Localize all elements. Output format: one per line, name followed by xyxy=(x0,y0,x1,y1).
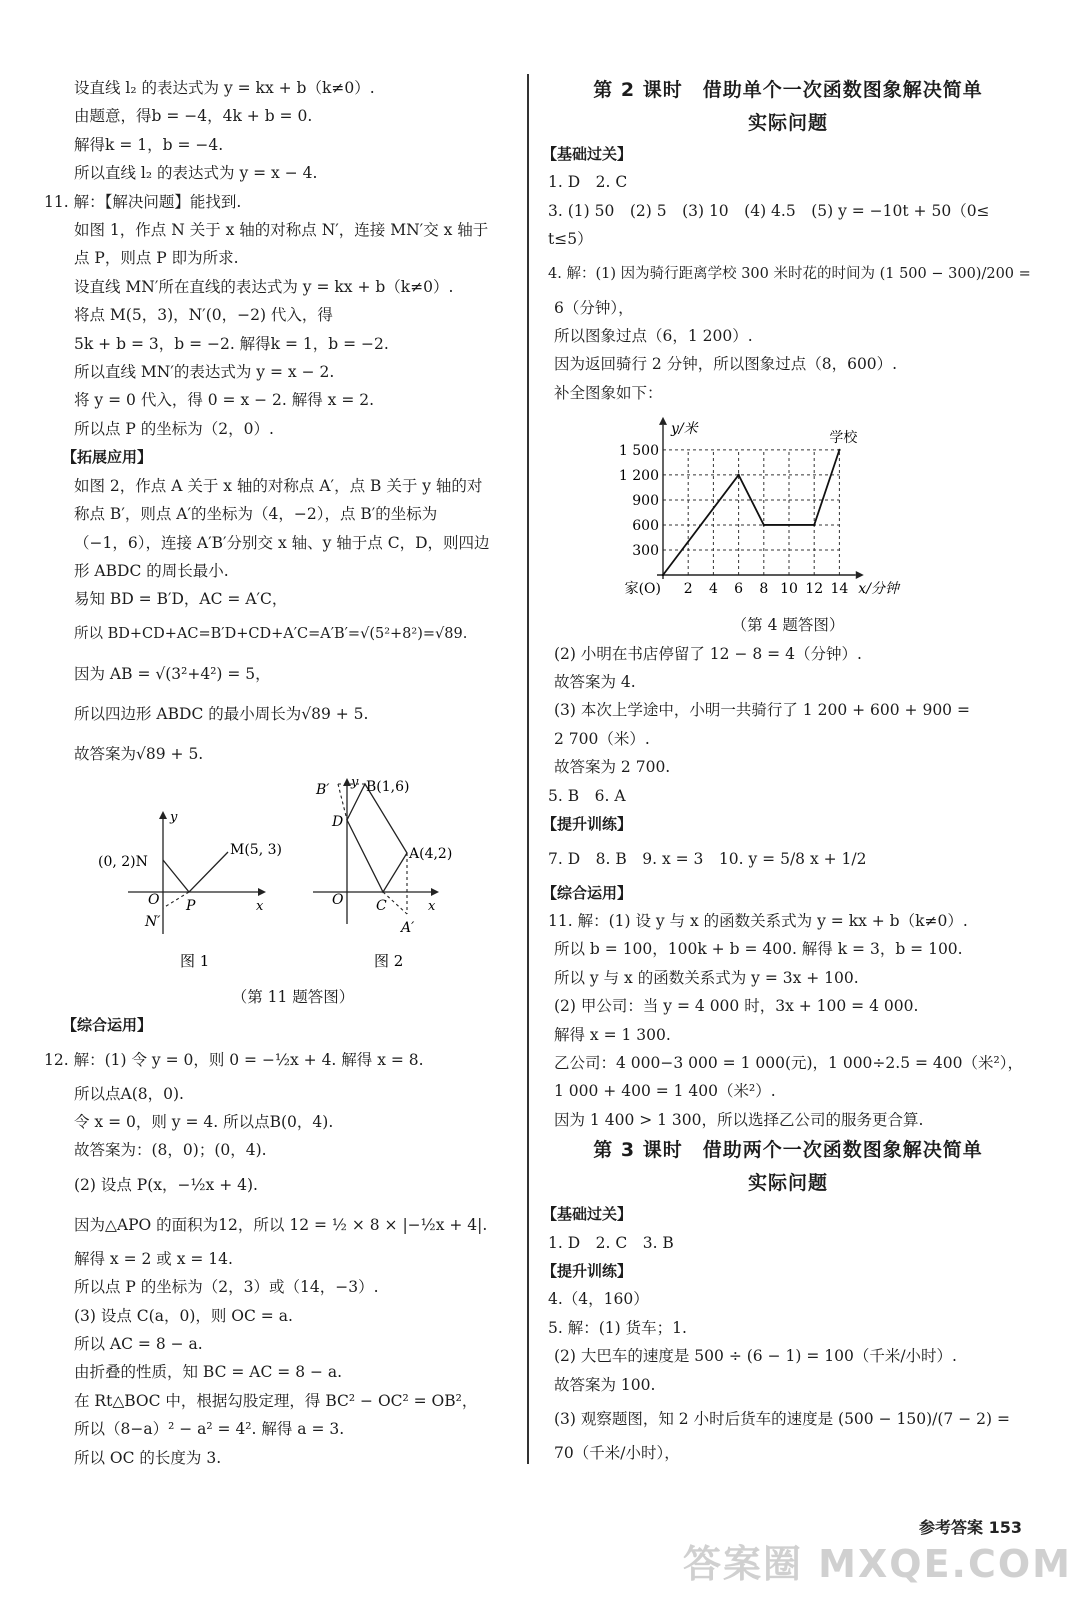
answer-line: 7. D 8. B 9. x = 3 10. y = 5/8 x + 1/2 xyxy=(548,849,867,868)
answer-line: 70（千米/小时）， xyxy=(554,1444,680,1462)
figure-2 xyxy=(313,775,452,970)
question-11-heading: 11. 解：【解决问题】能找到. xyxy=(44,192,242,211)
text-line: 称点 B′，则点 A′的坐标为（4，−2），点 B′的坐标为 xyxy=(74,505,438,524)
y-tick-label: 300 xyxy=(632,543,659,560)
point-B-prime-label: B′ xyxy=(316,781,330,798)
text-line: 如图 2，作点 A 关于 x 轴的对称点 A′，点 B 关于 y 轴的对 xyxy=(74,476,483,495)
answer-line: (2) 大巴车的速度是 500 ÷ (6 − 1) = 100（千米/小时）. xyxy=(554,1347,957,1366)
figure-caption: （第 11 题答图） xyxy=(231,987,355,1006)
y-tick-label: 1 200 xyxy=(618,468,659,485)
section-heading: 【拓展应用】 xyxy=(62,448,153,467)
answer-line: 故答案为 4. xyxy=(554,673,636,692)
text-line: 由折叠的性质，知 BC = AC = 8 − a. xyxy=(74,1363,343,1382)
text-line: 5k + b = 3，b = −2. 解得k = 1，b = −2. xyxy=(74,334,389,353)
section-heading: 【提升训练】 xyxy=(542,1261,633,1280)
text-line: 形 ABDC 的周长最小. xyxy=(74,561,229,580)
answer-line: 因为返回骑行 2 分钟，所以图象过点（8，600）. xyxy=(554,355,898,374)
text-line: 由题意，得b = −4，4k + b = 0. xyxy=(74,107,313,126)
question-4-chart xyxy=(548,407,1028,607)
y-axis-arrow xyxy=(659,417,667,425)
chart-caption: （第 4 题答图） xyxy=(731,616,845,635)
left-column xyxy=(44,74,518,1472)
text-line: 点 P，则点 P 即为所求. xyxy=(74,249,239,268)
y-label: y xyxy=(170,809,178,825)
figure-2-label: 图 2 xyxy=(374,951,404,970)
point-M-label: M(5, 3) xyxy=(230,841,282,858)
lesson-3-title-cont: 实际问题 xyxy=(747,1172,828,1195)
footer-label: 参考答案 xyxy=(919,1518,984,1537)
point-A-prime-label: A′ xyxy=(401,919,415,936)
y-axis-arrow xyxy=(159,811,167,819)
watermark: 答案圈 MXQE.COM xyxy=(682,1542,1072,1586)
answer-line: t≤5） xyxy=(548,230,593,249)
origin-label: 家(O) xyxy=(624,581,661,598)
text-line: 易知 BD = B′D，AC = A′C， xyxy=(74,590,288,609)
answer-line: 5. B 6. A xyxy=(548,786,626,805)
section-heading: 【基础过关】 xyxy=(542,145,633,163)
text-line: 故答案为√89 + 5. xyxy=(74,744,204,763)
answer-line: 解得 x = 1 300. xyxy=(554,1025,671,1044)
text-line: 设直线 l₂ 的表达式为 y = kx + b（k≠0）. xyxy=(74,79,375,97)
answer-line: (2) 甲公司：当 y = 4 000 时，3x + 100 = 4 000. xyxy=(554,997,919,1016)
lesson-3-title: 第 3 课时 借助两个一次函数图象解决简单 xyxy=(593,1139,983,1162)
answer-line: 3. (1) 50 (2) 5 (3) 10 (4) 4.5 (5) y = −10t + 50（0≤ xyxy=(548,201,990,220)
answer-line: (3) 本次上学途中，小明一共骑行了 1 200 + 600 + 900 = xyxy=(554,701,970,720)
data-point xyxy=(763,524,765,526)
question-12-heading: 12. 解：(1) 令 y = 0，则 0 = −½x + 4. 解得 x = 8. xyxy=(44,1050,424,1069)
origin-label: O xyxy=(332,891,344,908)
text-line: 因为 AB = √(3²+4²) = 5， xyxy=(74,664,271,683)
answer-line: 所以 b = 100，100k + b = 400. 解得 k = 3，b = 100. xyxy=(554,940,963,959)
text-line: 所以直线 MN′的表达式为 y = x − 2. xyxy=(74,363,335,382)
answer-line: 1. D 2. C 3. B xyxy=(548,1233,674,1252)
point-B-label: B(1,6) xyxy=(366,778,410,795)
x-tick-label: 8 xyxy=(759,581,769,598)
segment-NP xyxy=(163,860,189,892)
x-label: x xyxy=(428,898,436,914)
section-heading: 【提升训练】 xyxy=(542,815,633,834)
text-line: 所以点 P 的坐标为（2，0）. xyxy=(74,419,274,438)
question-11-figures xyxy=(68,774,518,979)
text-line: 所以（8−a）² − a² = 4². 解得 a = 3. xyxy=(74,1420,345,1439)
y-tick-label: 600 xyxy=(632,518,659,535)
x-tick-label: 2 xyxy=(683,581,693,598)
point-C-label: C xyxy=(376,897,387,914)
origin-label: O xyxy=(148,891,160,908)
text-line: 设直线 MN′所在直线的表达式为 y = kx + b（k≠0）. xyxy=(74,277,454,296)
chart-series xyxy=(662,429,859,576)
text-line: 将点 M(5，3)，N′(0，−2) 代入，得 xyxy=(74,306,333,325)
answer-line: 因为 1 400 > 1 300，所以选择乙公司的服务更合算. xyxy=(554,1110,924,1129)
data-point xyxy=(813,524,815,526)
y-tick-label: 1 500 xyxy=(618,443,659,460)
answer-line: 4.（4，160） xyxy=(548,1290,649,1309)
point-D-label: D xyxy=(332,813,344,830)
answer-line: 补全图象如下： xyxy=(554,383,663,402)
segment-PM xyxy=(189,852,228,892)
point-N-prime-label: N′ xyxy=(145,913,161,930)
section-heading: 【综合运用】 xyxy=(62,1016,153,1035)
y-label: y xyxy=(351,774,359,790)
y-tick-label: 900 xyxy=(632,493,659,510)
answer-line: 故答案为 100. xyxy=(554,1375,656,1394)
answer-line: 故答案为 2 700. xyxy=(554,758,671,777)
text-line: 在 Rt△BOC 中，根据勾股定理，得 BC² − OC² = OB²， xyxy=(74,1391,478,1410)
x-axis-arrow xyxy=(258,888,266,896)
x-tick-label: 4 xyxy=(708,581,718,598)
point-N-label: (0, 2)N xyxy=(98,853,148,870)
answer-line: 乙公司：4 000−3 000 = 1 000(元)，1 000÷2.5 = 400（米²）， xyxy=(554,1053,1023,1072)
text-line: 如图 1，作点 N 关于 x 轴的对称点 N′，连接 MN′交 x 轴于 xyxy=(74,221,489,240)
text-line: 因为△APO 的面积为12，所以 12 = ½ × 8 × |−½x + 4|. xyxy=(74,1215,488,1234)
x-label: x xyxy=(256,898,264,914)
answer-line: 5. 解：(1) 货车；1. xyxy=(548,1318,687,1337)
text-line: 所以点 P 的坐标为（2，3）或（14，−3）. xyxy=(74,1278,379,1297)
answer-line: (3) 观察题图，知 2 小时后货车的速度是 (500 − 150)/(7 − 2) = xyxy=(554,1410,1010,1428)
series-line xyxy=(663,450,839,575)
x-axis-arrow xyxy=(856,571,864,579)
text-line: 所以 OC 的长度为 3. xyxy=(74,1448,222,1467)
answer-line: 4. 解：(1) 因为骑行距离学校 300 米时花的时间为 (1 500 − 300)/200 = xyxy=(548,265,1031,282)
x-tick-label: 12 xyxy=(805,581,824,598)
data-point xyxy=(662,574,664,576)
answer-line: 2 700（米）. xyxy=(554,729,650,748)
answer-line: 11. 解：(1) 设 y 与 x 的函数关系式为 y = kx + b（k≠0）. xyxy=(548,911,968,930)
answer-line: 6（分钟）， xyxy=(554,298,634,317)
text-line: (3) 设点 C(a，0)，则 OC = a. xyxy=(74,1306,293,1325)
data-point xyxy=(737,474,739,476)
quadrilateral-ABDC xyxy=(347,784,407,892)
x-axis-arrow xyxy=(431,888,439,896)
x-tick-label: 10 xyxy=(780,581,798,598)
chart-grid xyxy=(663,450,839,575)
text-line: 所以直线 l₂ 的表达式为 y = x − 4. xyxy=(74,164,318,183)
point-A-label: A(4,2) xyxy=(409,845,453,862)
right-column xyxy=(542,74,1031,1467)
figure-1-label: 图 1 xyxy=(180,951,210,970)
text-line: 所以四边形 ABDC 的最小周长为√89 + 5. xyxy=(74,704,369,723)
text-line: 所以 AC = 8 − a. xyxy=(74,1334,203,1353)
section-heading: 【综合运用】 xyxy=(542,883,633,902)
chart-tick-labels xyxy=(619,421,901,597)
answer-line: 1 000 + 400 = 1 400（米²）. xyxy=(554,1082,776,1101)
lesson-2-title-cont: 实际问题 xyxy=(747,112,828,134)
column-divider xyxy=(527,74,529,1464)
section-heading: 【基础过关】 xyxy=(542,1205,633,1224)
school-annotation: 学校 xyxy=(829,430,858,447)
x-axis-label: x/分钟 xyxy=(858,581,899,598)
x-tick-label: 14 xyxy=(830,581,849,598)
answer-line: 1. D 2. C xyxy=(548,173,628,192)
answer-line: (2) 小明在书店停留了 12 − 8 = 4（分钟）. xyxy=(554,644,862,663)
x-tick-label: 6 xyxy=(734,581,744,598)
text-line: (2) 设点 P(x，−½x + 4). xyxy=(74,1175,258,1194)
figure-1 xyxy=(98,810,282,970)
y-axis-arrow xyxy=(343,778,351,786)
text-line: 解得 x = 2 或 x = 14. xyxy=(74,1249,233,1268)
data-point xyxy=(838,449,840,451)
text-line: 故答案为：(8，0)；(0，4). xyxy=(74,1141,267,1160)
text-line: （−1，6），连接 A′B′分别交 x 轴、y 轴于点 C，D，则四边 xyxy=(74,533,490,552)
y-axis-label: y/米 xyxy=(671,421,698,438)
text-line: 将 y = 0 代入，得 0 = x − 2. 解得 x = 2. xyxy=(74,391,375,410)
answer-line: 所以图象过点（6，1 200）. xyxy=(554,327,753,346)
point-P-label: P xyxy=(186,897,196,914)
lesson-2-title: 第 2 课时 借助单个一次函数图象解决简单 xyxy=(593,79,983,101)
text-line: 所以点A(8，0). xyxy=(74,1084,184,1103)
answer-line: 所以 y 与 x 的函数关系式为 y = 3x + 100. xyxy=(554,968,859,987)
text-line: 所以 BD+CD+AC=B′D+CD+A′C=A′B′=√(5²+8²)=√89. xyxy=(74,625,468,642)
text-line: 令 x = 0，则 y = 4. 所以点B(0，4). xyxy=(74,1112,334,1131)
page-number: 153 xyxy=(988,1518,1022,1537)
text-line: 解得k = 1，b = −4. xyxy=(74,135,224,154)
